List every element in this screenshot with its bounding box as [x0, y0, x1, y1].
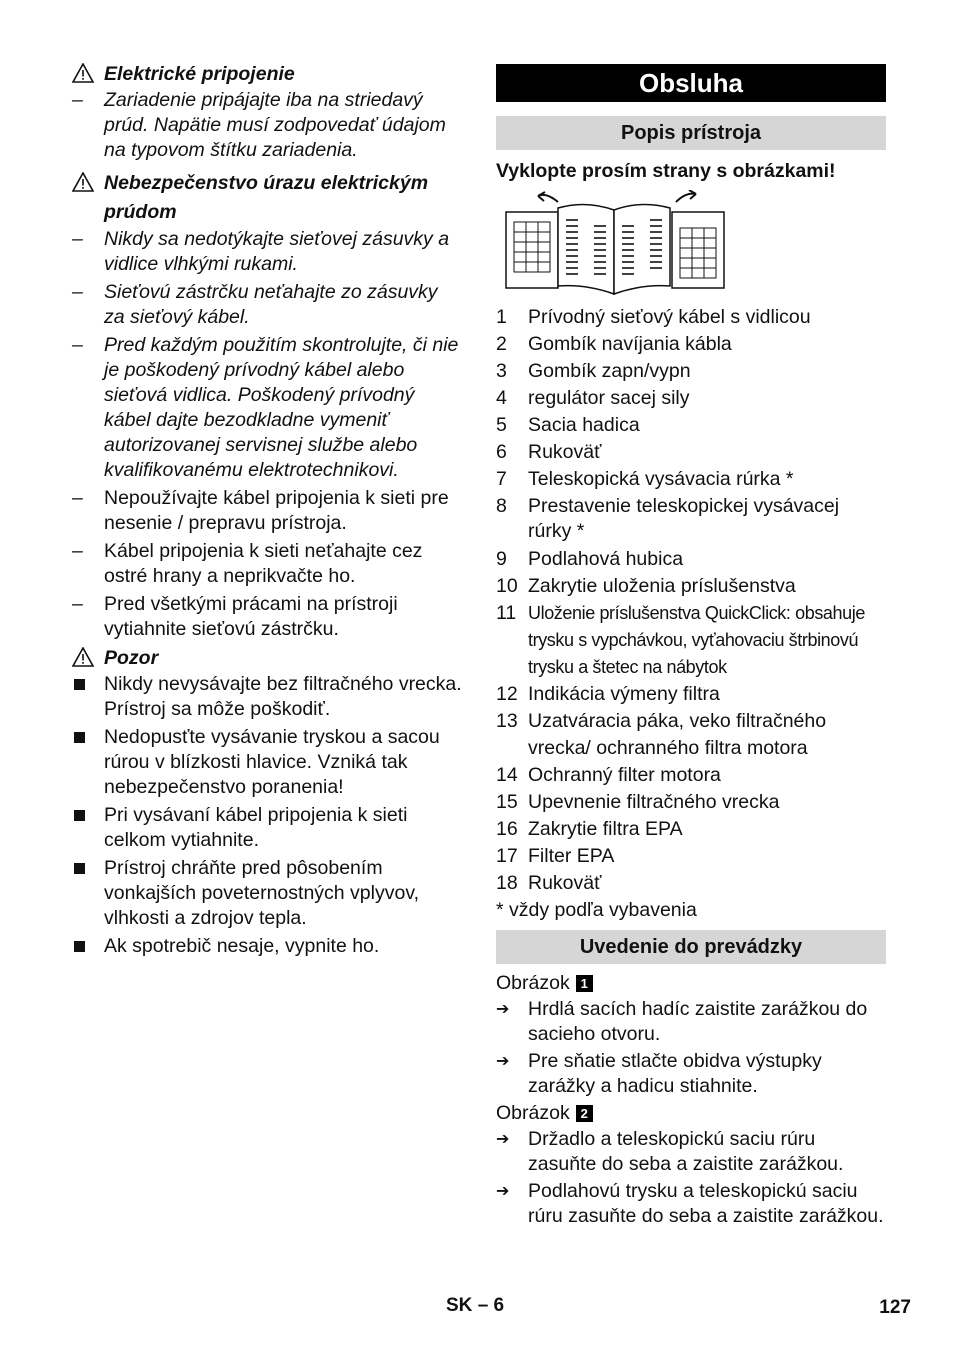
warning-triangle-icon: [72, 647, 94, 667]
list-item: 12 Indikácia výmeny filtra: [496, 683, 720, 705]
list-item: 18 Rukoväť: [496, 872, 602, 894]
warning-title: Pozor: [104, 647, 159, 669]
list-item: – Sieťovú zástrčku neťahajte zo zásuvky za sieťový kábel.: [72, 281, 438, 328]
square-bullet-icon: [72, 672, 104, 697]
list-item: 14 Ochranný filter motora: [496, 764, 721, 786]
step-item: ➔ Hrdlá sacích hadíc zaistite zarážkou do sacieho otvoru.: [496, 998, 868, 1045]
figure-reference: Obrázok 1: [496, 969, 886, 997]
warning-heading-caution: [72, 644, 462, 672]
list-item: 1 Prívodný sieťový kábel s vidlicou: [496, 306, 811, 328]
list-item: 3 Gombík zapn/vypn: [496, 360, 691, 382]
figure-number-badge: 2: [576, 1105, 593, 1122]
list-item: – Kábel pripojenia k sieti neťahajte cez ostré hrany a neprikvačte ho.: [72, 540, 423, 587]
bullet-item: Nikdy nevysávajte bez filtračného vrecka.: [72, 672, 462, 697]
right-column: [496, 64, 886, 1229]
list-item: 17 Filter EPA: [496, 845, 615, 867]
warning-title: Elektrické pripojenie: [104, 63, 295, 85]
step-item: ➔ Držadlo a teleskopickú saciu rúru zasuňte do seba a zaistite zarážkou.: [496, 1128, 844, 1175]
square-bullet-icon: [72, 725, 104, 800]
warning-triangle-icon: [72, 172, 94, 192]
square-bullet-icon: [72, 934, 104, 959]
warning-heading-shock: [72, 169, 462, 227]
section-title: Obsluha: [496, 64, 886, 102]
list-item: 10 Zakrytie uloženia príslušenstva: [496, 575, 796, 597]
square-bullet-icon: [72, 803, 104, 853]
warning-heading-electrical: [72, 60, 462, 88]
arrow-right-icon: ➔: [496, 1053, 510, 1070]
fold-out-instruction: Vyklopte prosím strany s obrázkami!: [496, 160, 836, 182]
fold-out-pages-icon: [500, 190, 740, 300]
list-item: 6 Rukoväť: [496, 441, 602, 463]
list-item: 7 Teleskopická vysávacia rúrka *: [496, 468, 794, 490]
bullet-item: Pri vysávaní kábel pripojenia k sieti celkom vytiahnite.: [72, 803, 462, 853]
list-item: – Pred každým použitím skontrolujte, či nie je poškodený prívodný kábel alebo sieťová vidlica. Poškodený prívodný kábel dajte bezodkladne vymeniť autorizovanej servisnej službe alebo kvalifikovanému elektrotechnikovi.: [72, 334, 459, 481]
bullet-item: Ak spotrebič nesaje, vypnite ho.: [72, 934, 462, 959]
arrow-right-icon: ➔: [496, 1183, 510, 1200]
list-item: – Pred všetkými prácami na prístroji vytiahnite sieťovú zástrčku.: [72, 593, 398, 640]
bullet-item: Nedopusťte vysávanie tryskou a sacou rúrou v blízkosti hlavice. Vzniká tak nebezpečenstvo poranenia!: [72, 725, 462, 800]
list-item: 8 Prestavenie teleskopickej vysávacej rúrky *: [496, 495, 840, 542]
list-item: 9 Podlahová hubica: [496, 548, 684, 570]
footnote: * vždy podľa vybavenia: [496, 899, 697, 921]
step-item: ➔ Pre sňatie stlačte obidva výstupky zarážky a hadicu stiahnite.: [496, 1050, 822, 1097]
bullet-continuation: Prístroj sa môže poškodiť.: [104, 698, 331, 720]
warning-triangle-icon: [72, 63, 94, 83]
arrow-right-icon: ➔: [496, 1001, 510, 1018]
list-item: 2 Gombík navíjania kábla: [496, 333, 732, 355]
list-item: – Nikdy sa nedotýkajte sieťovej zásuvky a vidlice vlhkými rukami.: [72, 228, 450, 275]
subsection-title-description: Popis prístroja: [496, 116, 886, 150]
footer-language-page: SK – 6: [446, 1295, 505, 1316]
figure-number-badge: 1: [576, 975, 593, 992]
square-bullet-icon: [72, 856, 104, 931]
list-item: 5 Sacia hadica: [496, 414, 640, 436]
arrow-right-icon: ➔: [496, 1131, 510, 1148]
subsection-title-startup: Uvedenie do prevádzky: [496, 930, 886, 964]
step-item: ➔ Podlahovú trysku a teleskopickú saciu rúru zasuňte do seba a zaistite zarážkou.: [496, 1180, 884, 1227]
warning-title: Nebezpečenstvo úrazu elektrickým prúdom: [104, 172, 429, 223]
list-item: 15 Upevnenie filtračného vrecka: [496, 791, 780, 813]
list-item: – Nepoužívajte kábel pripojenia k sieti pre nesenie / prepravu prístroja.: [72, 487, 449, 534]
list-item: 16 Zakrytie filtra EPA: [496, 818, 683, 840]
bullet-item: Prístroj chráňte pred pôsobením vonkajších poveternostných vplyvov, vlhkosti a zdrojov tepla.: [72, 856, 462, 931]
list-item: 4 regulátor sacej sily: [496, 387, 690, 409]
list-item: 13 Uzatváracia páka, veko filtračného vrecka/ ochranného filtra motora: [496, 710, 827, 759]
page-number: 127: [879, 1297, 911, 1318]
figure-reference: Obrázok 2: [496, 1099, 886, 1127]
left-column: [72, 60, 462, 959]
dash-marker: –: [72, 89, 83, 111]
list-item: 11 Uloženie príslušenstva QuickClick: obsahuje trysku s vypchávkou, vyťahovaciu štrbinovú trysku a štetec na nábytok: [496, 602, 865, 677]
parts-list: [496, 304, 886, 897]
list-item: – Zariadenie pripájajte iba na striedavý prúd. Napätie musí zodpovedať údajom na typovom štítku zariadenia.: [72, 89, 446, 161]
